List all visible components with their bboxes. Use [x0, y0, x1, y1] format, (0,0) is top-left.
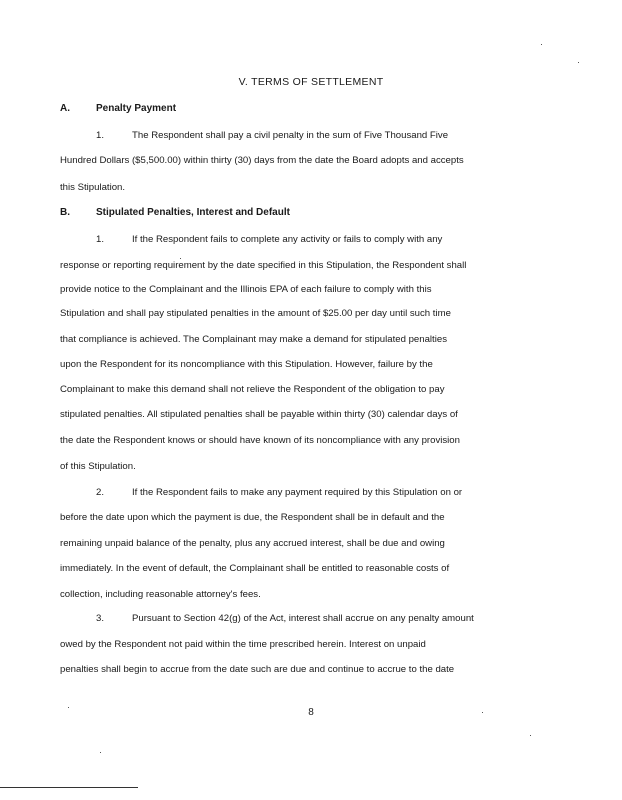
paragraph-line: owed by the Respondent not paid within the time prescribed herein. Interest on unpaid — [60, 639, 426, 650]
scan-speck — [530, 735, 531, 736]
scan-speck — [100, 752, 101, 753]
paragraph-line: stipulated penalties. All stipulated penalties shall be payable within thirty (30) calendar days of — [60, 409, 458, 420]
paragraph-line: remaining unpaid balance of the penalty, plus any accrued interest, shall be due and owing — [60, 538, 445, 549]
paragraph-line: provide notice to the Complainant and the Illinois EPA of each failure to comply with this — [60, 284, 432, 295]
scan-speck — [482, 712, 483, 713]
paragraph-line: penalties shall begin to accrue from the date such are due and continue to accrue to the date — [60, 664, 455, 675]
heading-label: Penalty Payment — [96, 103, 177, 114]
page-number: 8 — [308, 707, 314, 718]
paragraph-line: upon the Respondent for its noncompliance with this Stipulation. However, failure by the — [60, 359, 433, 370]
paragraph-line: 2. If the Respondent fails to make any payment required by this Stipulation on or — [96, 487, 463, 498]
heading-letter: B. — [60, 207, 70, 218]
scan-speck — [578, 62, 579, 63]
section-title: V. TERMS OF SETTLEMENT — [238, 76, 384, 88]
paragraph-line: 1. If the Respondent fails to complete any activity or fails to comply with any — [96, 234, 443, 245]
paragraph-line: 3. Pursuant to Section 42(g) of the Act, interest shall accrue on any penalty amount — [96, 613, 474, 624]
heading-stipulated-penalties — [60, 207, 290, 218]
paragraph-line: 1. The Respondent shall pay a civil penalty in the sum of Five Thousand Five — [96, 130, 449, 141]
footer-rule — [0, 787, 138, 788]
paragraph-line: Complainant to make this demand shall not relieve the Respondent of the obligation to pay — [60, 384, 445, 395]
heading-letter: A. — [60, 103, 70, 114]
paragraph-line: this Stipulation. — [60, 182, 126, 193]
paragraph-line: Stipulation and shall pay stipulated penalties in the amount of $25.00 per day until such time — [60, 308, 451, 319]
heading-penalty-payment — [60, 103, 176, 114]
scan-speck — [541, 44, 542, 45]
paragraph-line: Hundred Dollars ($5,500.00) within thirty (30) days from the date the Board adopts and accepts — [60, 155, 464, 166]
heading-label: Stipulated Penalties, Interest and Default — [96, 207, 290, 218]
paragraph-line: before the date upon which the payment is due, the Respondent shall be in default and the — [60, 512, 445, 523]
scan-speck — [68, 707, 69, 708]
paragraph-line: immediately. In the event of default, the Complainant shall be entitled to reasonable costs of — [60, 563, 450, 574]
paragraph-line: the date the Respondent knows or should have known of its noncompliance with any provision — [60, 435, 460, 446]
paragraph-line: response or reporting requirement by the date specified in this Stipulation, the Respondent shall — [60, 260, 467, 271]
paragraph-number: 1. — [96, 234, 105, 245]
paragraph-line: of this Stipulation. — [60, 461, 136, 472]
scan-speck — [180, 258, 181, 259]
paragraph-number: 2. — [96, 487, 105, 498]
paragraph-number: 3. — [96, 613, 105, 624]
paragraph-number: 1. — [96, 130, 105, 141]
paragraph-line: that compliance is achieved. The Complainant may make a demand for stipulated penalties — [60, 334, 447, 345]
paragraph-line: collection, including reasonable attorney's fees. — [60, 589, 261, 600]
